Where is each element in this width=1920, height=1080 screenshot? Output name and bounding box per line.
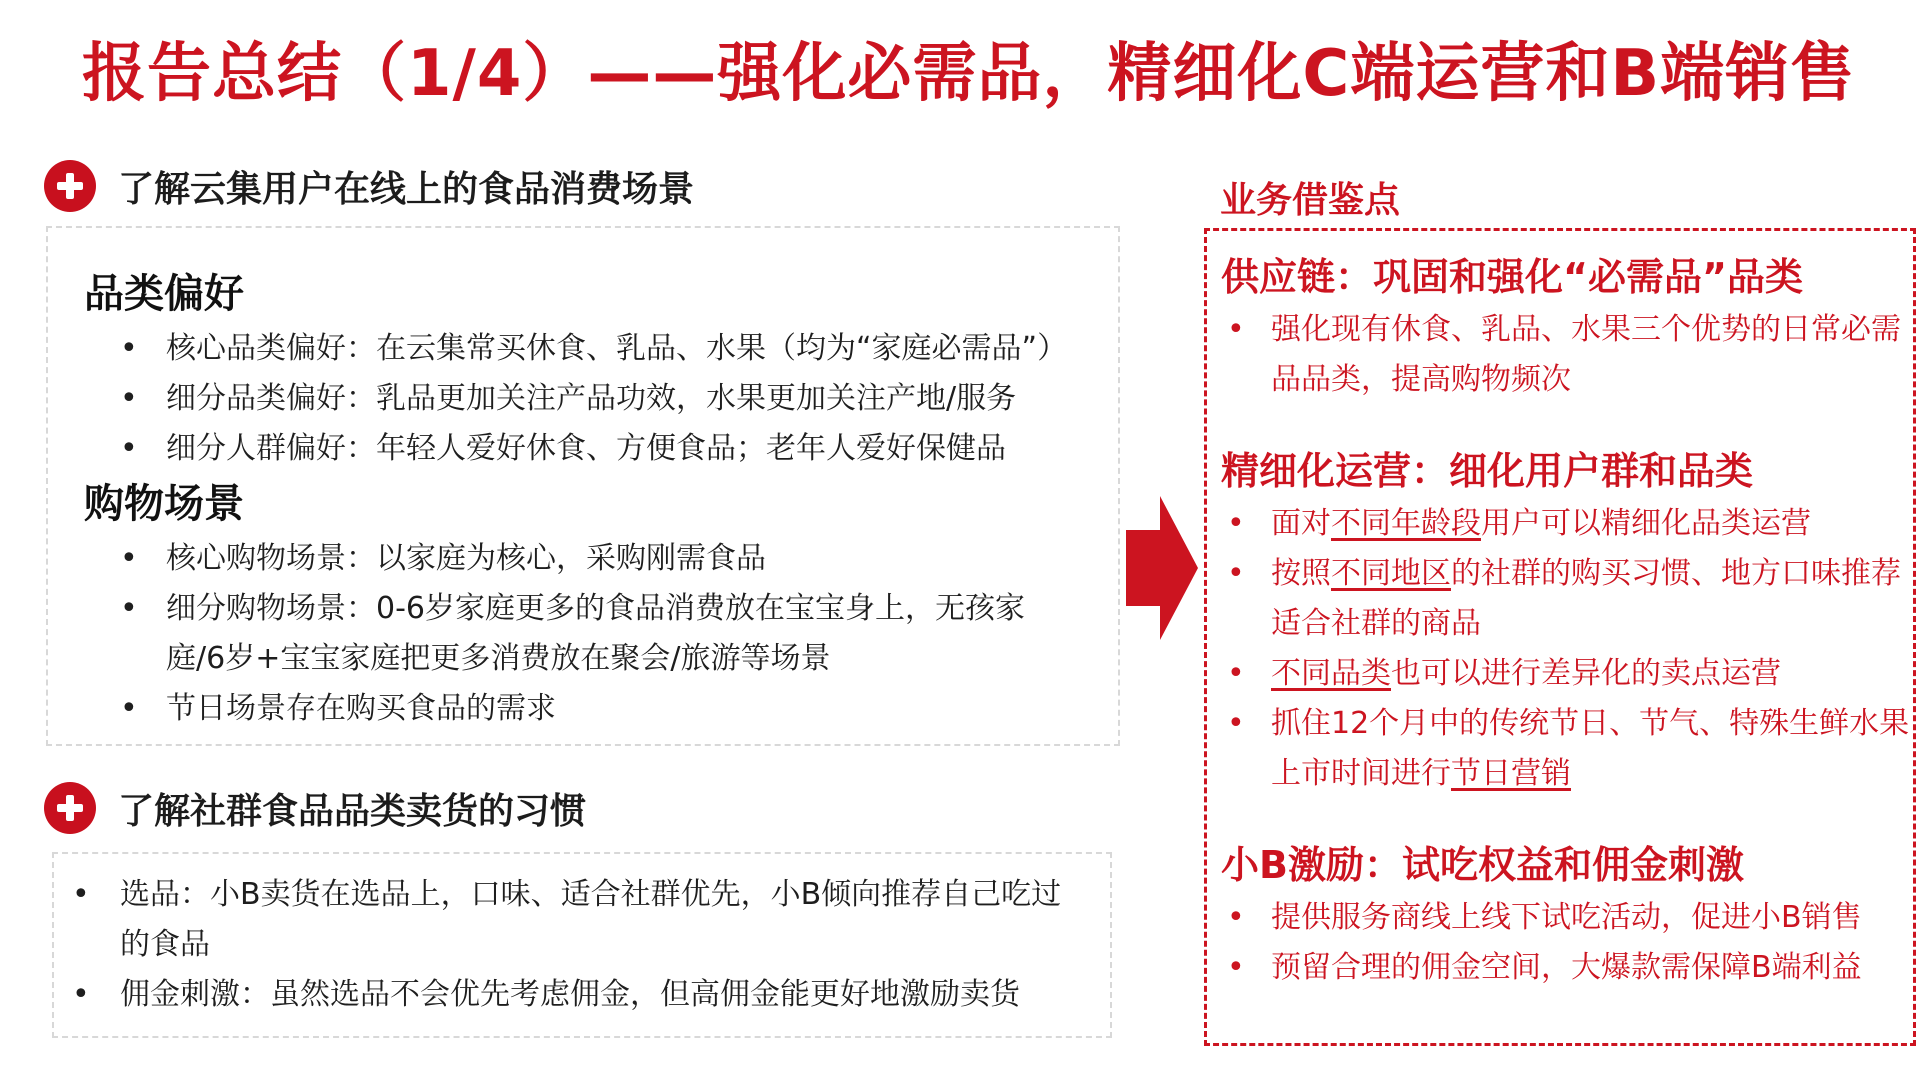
takeaway-item: • 按照不同地区的社群的购买习惯、地方口味推荐适合社群的商品 (1227, 556, 1901, 641)
takeaway-item: • 抓住12个月中的传统节日、节气、特殊生鲜水果上市时间进行节日营销 (1227, 706, 1910, 791)
list-item: • 细分购物场景：0-6岁家庭更多的食品消费放在宝宝身上，无孩家庭/6岁+宝宝家庭把更多消费放在聚会/旅游等场景 (120, 591, 1025, 676)
small-b-incentive-items (1221, 893, 1913, 993)
page-title: 报告总结（1/4）——强化必需品，精细化C端运营和B端销售 (82, 37, 1856, 111)
list-item: • 核心购物场景：以家庭为核心，采购刚需食品 (120, 541, 766, 576)
takeaway-item: • 不同品类也可以进行差异化的卖点运营 (1227, 656, 1781, 691)
list-item: • 佣金刺激：虽然选品不会优先考虑佣金，但高佣金能更好地激励卖货 (72, 977, 1020, 1012)
list-item: • 细分品类偏好：乳品更加关注产品功效，水果更加关注产地/服务 (120, 381, 1017, 416)
supply-chain-heading: 供应链：巩固和强化“必需品”品类 (1221, 255, 1803, 299)
business-takeaways-label: 业务借鉴点 (1220, 180, 1401, 221)
refined-operation-items (1221, 499, 1913, 799)
plus-circle-icon (44, 160, 96, 212)
list-item: • 核心品类偏好：在云集常买休食、乳品、水果（均为“家庭必需品”） (120, 331, 1068, 366)
section-heading: 了解社群食品品类卖货的习惯 (118, 790, 587, 832)
refined-operation-heading: 精细化运营：细化用户群和品类 (1221, 449, 1754, 493)
section-heading: 了解云集用户在线上的食品消费场景 (118, 168, 695, 210)
takeaway-item: • 提供服务商线上线下试吃活动，促进小B销售 (1227, 900, 1862, 935)
supply-chain-items (1221, 305, 1913, 405)
category-preference-title: 品类偏好 (84, 271, 244, 317)
list-item: • 选品：小B卖货在选品上，口味、适合社群优先，小B倾向推荐自己吃过的食品 (72, 877, 1062, 962)
small-b-incentive-heading: 小B激励：试吃权益和佣金刺激 (1221, 843, 1744, 887)
plus-circle-icon (44, 782, 96, 834)
business-takeaways-box (1204, 228, 1916, 1046)
takeaway-item: • 预留合理的佣金空间，大爆款需保障B端利益 (1227, 950, 1862, 985)
shopping-scene-title: 购物场景 (84, 481, 244, 527)
takeaway-item: • 强化现有休食、乳品、水果三个优势的日常必需品品类，提高购物频次 (1227, 312, 1901, 397)
list-item: • 细分人群偏好：年轻人爱好休食、方便食品；老年人爱好保健品 (120, 431, 1006, 466)
community-selling-box (52, 852, 1112, 1038)
section-community-selling-header (44, 782, 586, 834)
consumption-scenes-box (46, 226, 1120, 746)
right-arrow-icon (1126, 496, 1198, 640)
section-consumption-scenes-header (44, 160, 694, 212)
takeaway-item: • 面对不同年龄段用户可以精细化品类运营 (1227, 506, 1811, 541)
list-item: • 节日场景存在购买食品的需求 (120, 691, 556, 726)
